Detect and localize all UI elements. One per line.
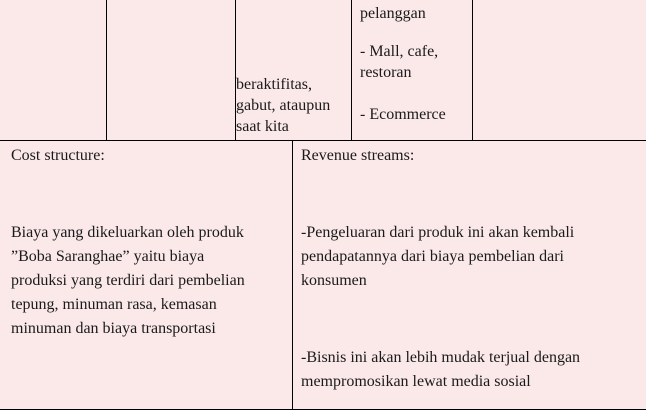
top-cell-2 — [106, 0, 236, 141]
channel-item-2: - Mall, cafe, restoran — [360, 43, 439, 81]
cost-structure-cell — [0, 140, 293, 410]
cost-structure-body: Biaya yang dikeluarkan oleh produk ”Boba Saranghae” yaitu biaya produksi yang terdiri dari pembelian tepung, minuman rasa, kemasan minuman dan biaya transportasi — [11, 224, 245, 337]
channel-item-1: pelanggan — [360, 5, 426, 22]
top-cell-3 — [235, 0, 352, 141]
revenue-streams-para-1: -Pengeluaran dari produk ini akan kembali pendapatannya dari biaya pembelian dari konsumen — [301, 224, 575, 289]
top-cell-1 — [0, 0, 107, 141]
revenue-streams-heading: Revenue streams: — [301, 147, 415, 164]
top-cell-5 — [472, 0, 646, 141]
channel-item-3: - Ecommerce — [360, 106, 446, 123]
revenue-streams-para-2: -Bisnis ini akan lebih mudak terjual dengan mempromosikan lewat media sosial — [301, 349, 581, 390]
top-cell-4 — [351, 0, 473, 141]
cost-structure-heading: Cost structure: — [11, 147, 105, 164]
revenue-streams-cell — [292, 140, 646, 410]
top-cell-3-text: beraktifitas, gabut, ataupun saat kita — [236, 76, 331, 135]
